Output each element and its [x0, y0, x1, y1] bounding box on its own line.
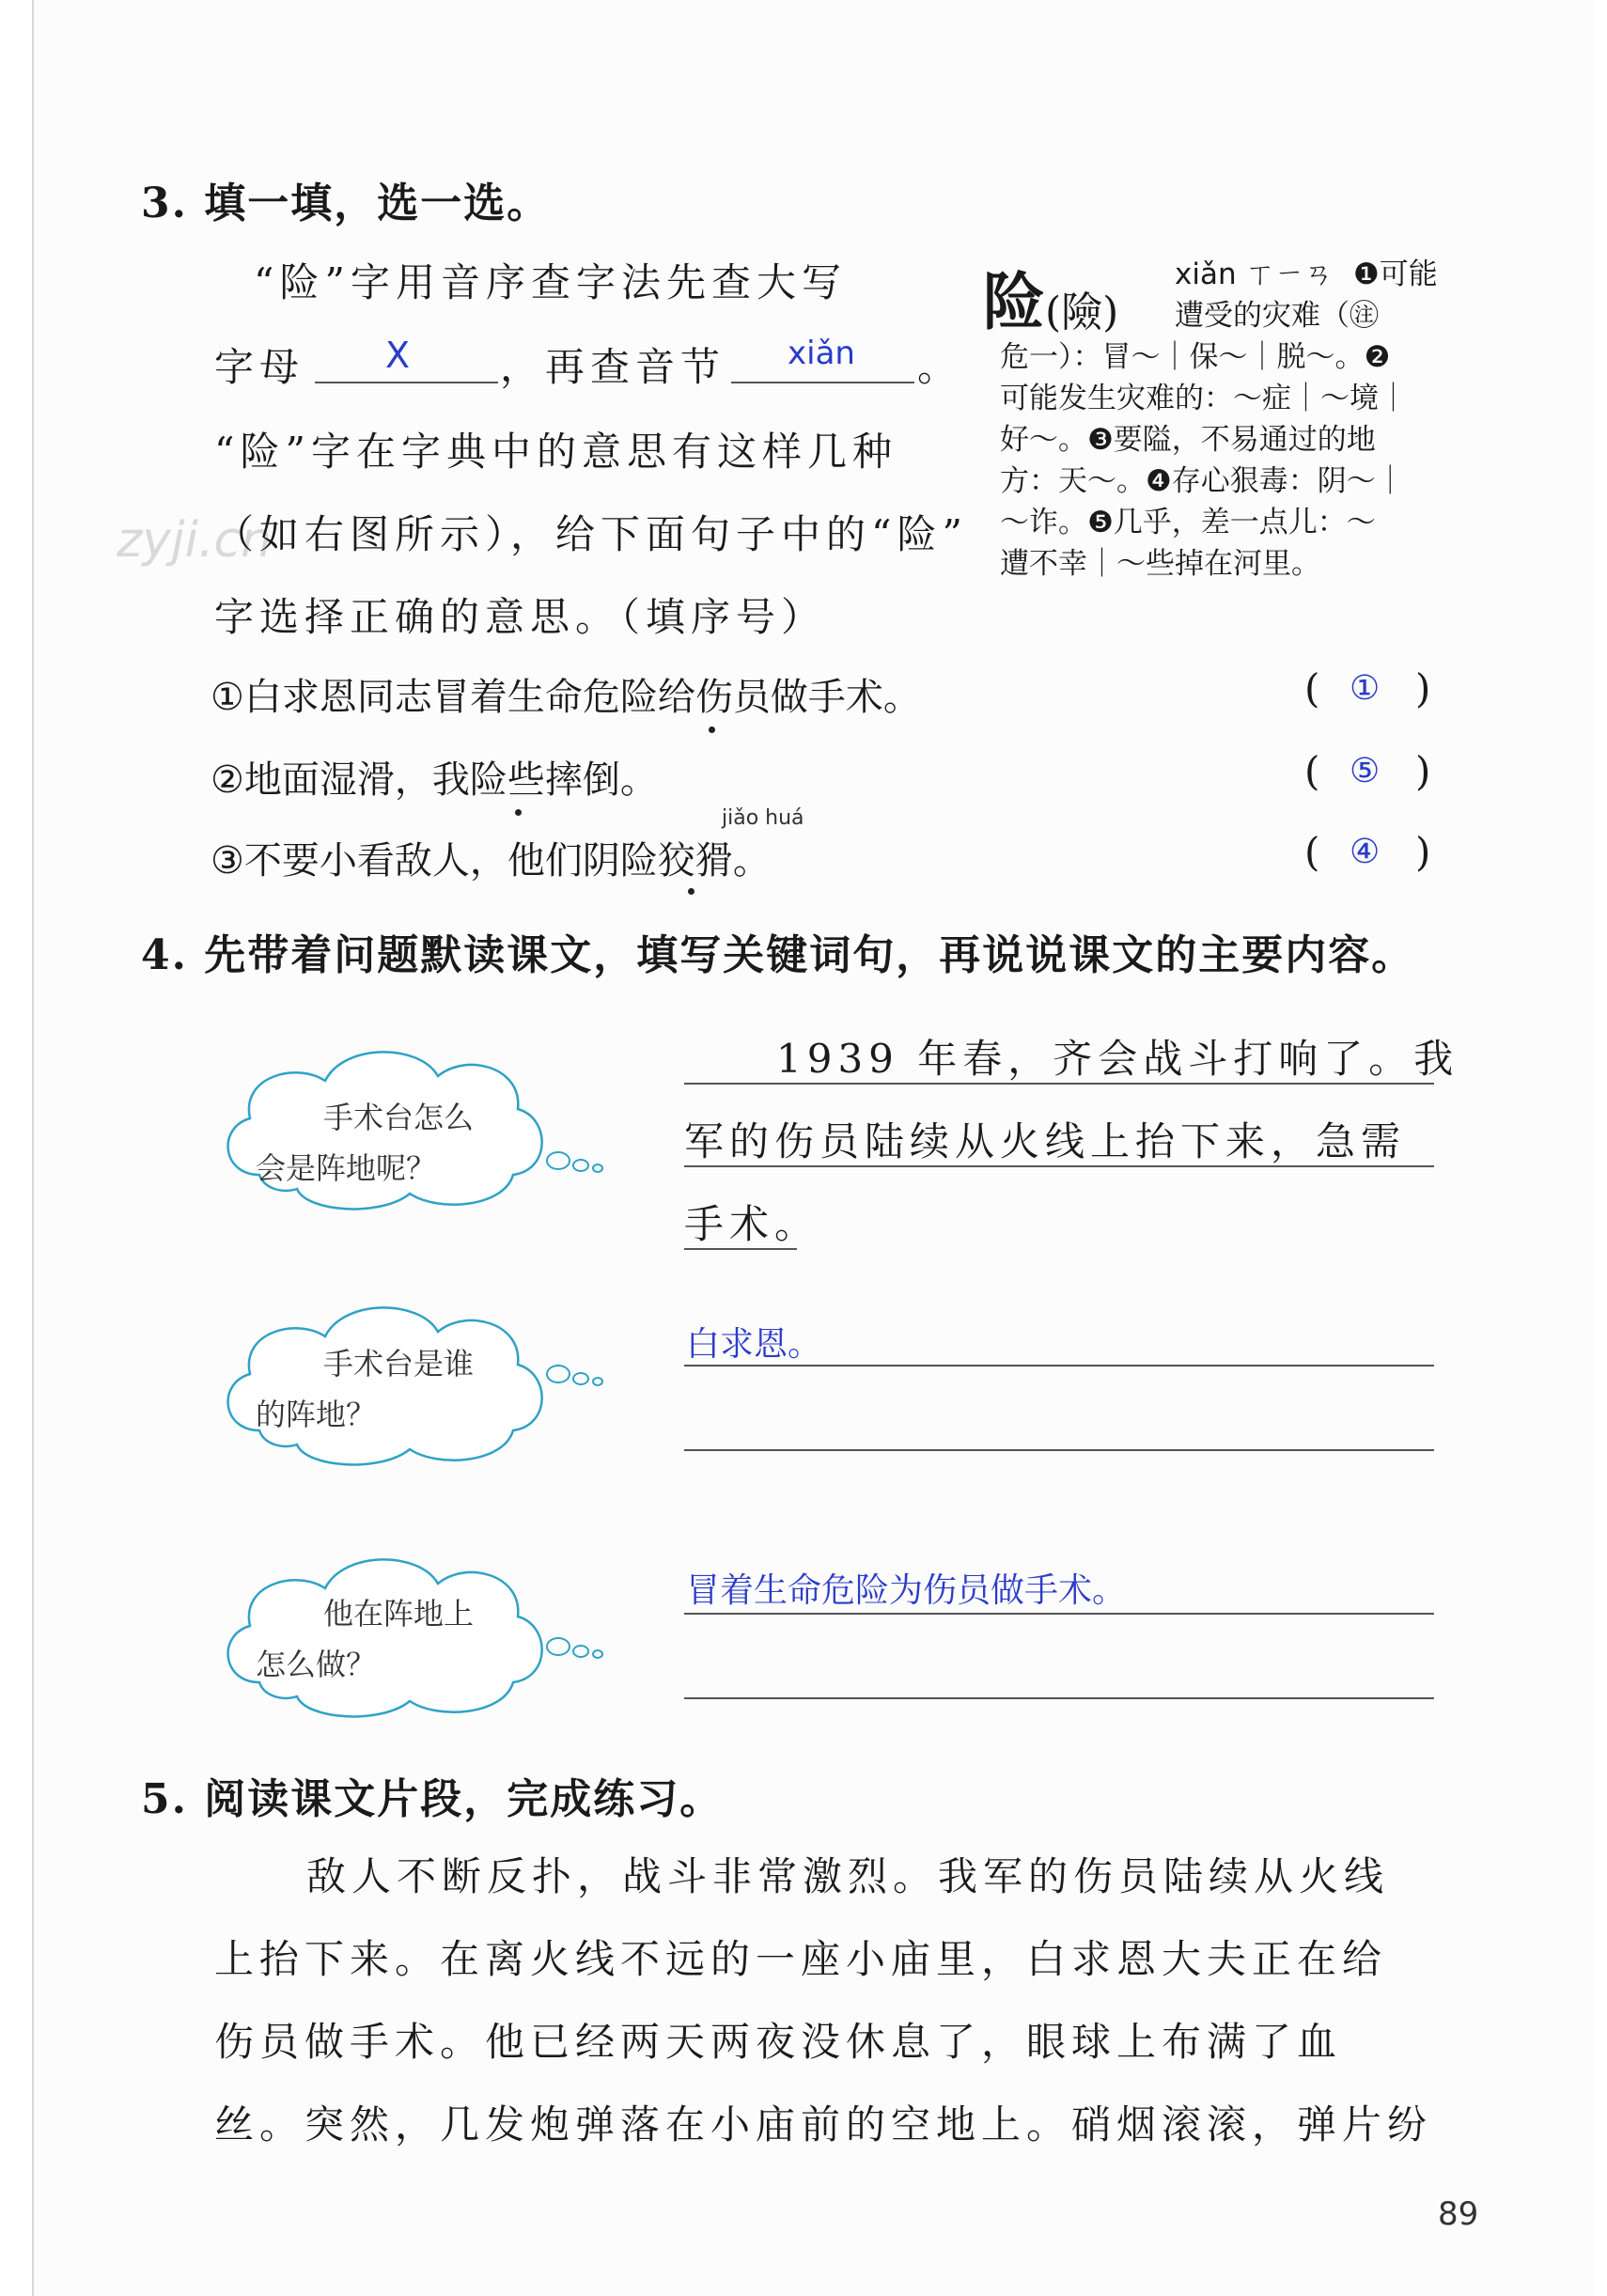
cloud-3-line1: 他在阵地上 — [323, 1596, 475, 1632]
sentence-1: ①白求恩同志冒着生命危险给伤员做手术。 — [211, 676, 921, 719]
given-line3: 手术。 — [684, 1201, 820, 1247]
q3-line2-mid: ，再查音节 — [500, 344, 726, 390]
cloud-3-line2: 怎么做？ — [256, 1647, 377, 1682]
dictionary-line4: 可能发生灾难的：～症｜～境｜ — [1000, 382, 1408, 415]
sentence-3: ③不要小看敌人，他们阴险狡猾。 — [211, 839, 771, 882]
given-line2: 军的伤员陆续从火线上抬下来，急需 — [684, 1118, 1407, 1164]
letter-answer-line — [315, 382, 498, 383]
answer-who: 白求恩。 — [686, 1325, 822, 1364]
passage-line-3: 伤员做手术。他已经两天两夜没休息了，眼球上布满了血 — [214, 2019, 1343, 2065]
dictionary-char: 险 — [983, 265, 1045, 338]
page-number: 89 — [1438, 2195, 1479, 2233]
dictionary-line2: 遭受的灾难（㊟ — [1175, 299, 1379, 333]
answer-line-2a — [684, 1365, 1434, 1367]
emphasis-dot — [688, 888, 694, 895]
dictionary-line6: 方：天～。❹存心狠毒：阴～｜ — [1000, 464, 1405, 498]
passage-line-4: 丝。突然，几发炮弹落在小庙前的空地上。硝烟滚滚，弹片纷 — [214, 2101, 1433, 2148]
cloud-2-line2: 的阵地？ — [256, 1397, 377, 1432]
watermark: zyji.cn — [117, 512, 273, 569]
sentence-2: ②地面湿滑，我险些摔倒。 — [211, 758, 658, 802]
passage-line-2: 上抬下来。在离火线不远的一座小庙里，白求恩大夫正在给 — [214, 1936, 1388, 1982]
answer-syllable: xiǎn — [788, 335, 855, 372]
answer-sentence-3: ④ — [1350, 833, 1381, 871]
dictionary-line3: 危一）：冒～｜保～｜脱～。❷ — [1000, 340, 1391, 374]
answer-sentence-1: ① — [1350, 669, 1381, 708]
paren-close: ) — [1415, 665, 1431, 711]
given-underline-2 — [684, 1165, 1434, 1167]
q5-heading: 5. 阅读课文片段，完成练习。 — [141, 1775, 724, 1823]
emphasis-dot — [515, 809, 522, 816]
q3-line2-prefix: 字母 — [214, 344, 305, 390]
given-underline-1 — [684, 1083, 1434, 1085]
q4-heading: 4. 先带着问题默读课文，填写关键词句，再说说课文的主要内容。 — [141, 931, 1415, 979]
cloud-1-line2: 会是阵地呢？ — [256, 1150, 437, 1186]
syllable-answer-line — [731, 382, 914, 383]
pinyin-ruby: jiǎo huá — [722, 806, 804, 830]
answer-line-3a — [684, 1613, 1434, 1615]
q3-intro-line4: （如右图所示），给下面句子中的“险” — [214, 511, 968, 557]
q3-intro-line5: 字选择正确的意思。（填序号） — [214, 594, 827, 640]
q3-intro-line3: “险”字在字典中的意思有这样几种 — [214, 429, 897, 475]
cloud-2-line1: 手术台是谁 — [323, 1346, 475, 1382]
answer-letter: X — [385, 335, 411, 376]
dictionary-line8: 遭不幸｜～些掉在河里。 — [1000, 547, 1320, 581]
cloud-1-line1: 手术台怎么 — [323, 1100, 475, 1135]
answer-line-3b — [684, 1697, 1434, 1699]
paren-close: ) — [1415, 748, 1431, 794]
dictionary-line7: ～诈。❺几乎，差一点儿：～ — [1000, 506, 1376, 539]
dictionary-pinyin: xiǎn ㄒㄧㄢ — [1175, 258, 1334, 291]
q3-heading: 3. 填一填，选一选。 — [141, 180, 551, 227]
paren-open: ( — [1304, 748, 1320, 794]
paren-open: ( — [1304, 829, 1320, 875]
emphasis-dot — [709, 726, 715, 733]
answer-sentence-2: ⑤ — [1350, 752, 1381, 790]
given-underline-3 — [684, 1248, 797, 1250]
paren-close: ) — [1415, 829, 1431, 875]
paren-open: ( — [1304, 665, 1320, 711]
passage-line-1: 敌人不断反扑，战斗非常激烈。我军的伤员陆续从火线 — [306, 1853, 1390, 1899]
q3-intro-line1: “险”字用音序查字法先查大写 — [254, 259, 847, 305]
answer-what: 冒着生命危险为伤员做手术。 — [686, 1571, 1127, 1610]
dictionary-line5: 好～。❸要隘，不易通过的地 — [1000, 423, 1376, 457]
dictionary-traditional: (險) — [1045, 289, 1119, 336]
dictionary-line1: ❶可能 — [1353, 258, 1438, 291]
given-line1: 1939 年春，齐会战斗打响了。我 — [776, 1036, 1459, 1082]
answer-line-2b — [684, 1449, 1434, 1451]
q3-line2-end: 。 — [917, 344, 963, 390]
